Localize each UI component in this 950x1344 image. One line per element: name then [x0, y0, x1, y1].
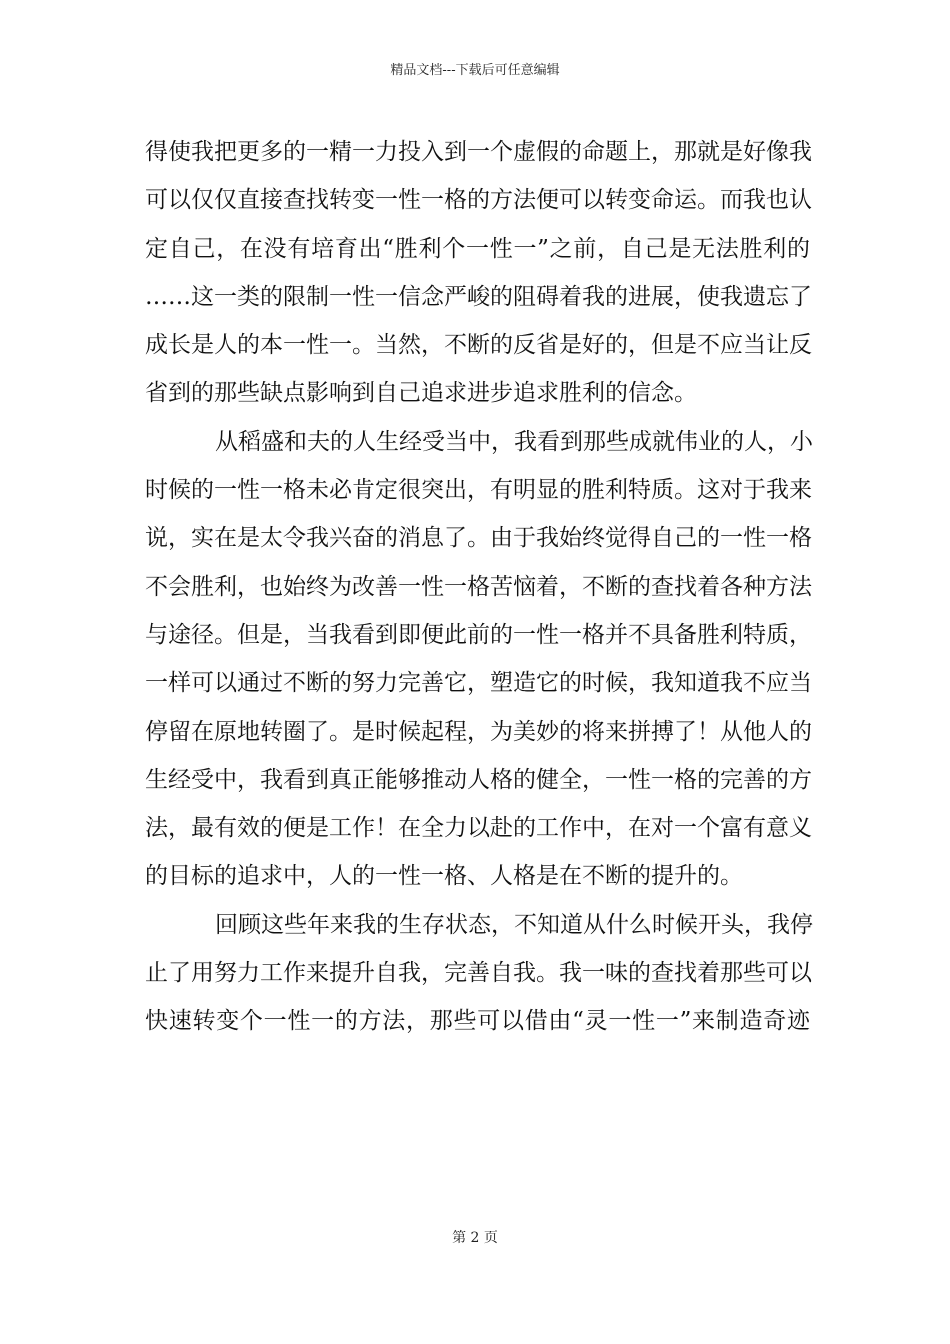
text-line: 生经受中，我看到真正能够推动人格的健全，一性一格的完善的方	[145, 766, 812, 793]
text-line: 可以仅仅直接查找转变一性一格的方法便可以转变命运。而我也认	[145, 187, 812, 214]
text-line: 回顾这些年来我的生存状态，不知道从什么时候开头，我停	[215, 911, 813, 938]
text-line: ……这一类的限制一性一信念严峻的阻碍着我的进展，使我遗忘了	[145, 283, 812, 310]
text-line: 从稻盛和夫的人生经受当中，我看到那些成就伟业的人，小	[215, 428, 813, 455]
page-header: 精品文档---下载后可任意编辑	[390, 63, 560, 78]
text-line: 一样可以通过不断的努力完善它，塑造它的时候，我知道我不应当	[145, 670, 812, 697]
page-number: 第 2 页	[452, 1230, 498, 1246]
text-line: 停留在原地转圈了。是时候起程，为美妙的将来拼搏了！从他人的	[145, 718, 812, 745]
document-body	[145, 128, 813, 1046]
text-line: 的目标的追求中，人的一性一格、人格是在不断的提升的。	[145, 863, 743, 890]
text-line: 说，实在是太令我兴奋的消息了。由于我始终觉得自己的一性一格	[145, 525, 812, 552]
text-line: 成长是人的本一性一。当然，不断的反省是好的，但是不应当让反	[145, 332, 812, 359]
text-line: 不会胜利，也始终为改善一性一格苦恼着，不断的查找着各种方法	[145, 573, 812, 600]
text-line: 与途径。但是，当我看到即便此前的一性一格并不具备胜利特质，	[145, 621, 812, 648]
text-line: 得使我把更多的一精一力投入到一个虚假的命题上，那就是好像我	[145, 139, 812, 165]
text-line: 省到的那些缺点影响到自己追求进步追求胜利的信念。	[145, 380, 697, 407]
text-line: 法，最有效的便是工作！在全力以赴的工作中，在对一个富有意义	[145, 815, 812, 842]
text-line: 快速转变个一性一的方法，那些可以借由“灵一性一”来制造奇迹	[145, 1008, 810, 1035]
text-line: 时候的一性一格未必肯定很突出，有明显的胜利特质。这对于我来	[145, 477, 812, 504]
text-line: 止了用努力工作来提升自我，完善自我。我一味的查找着那些可以	[145, 960, 812, 987]
text-line: 定自己，在没有培育出“胜利个一性一”之前，自己是无法胜利的	[145, 235, 810, 262]
